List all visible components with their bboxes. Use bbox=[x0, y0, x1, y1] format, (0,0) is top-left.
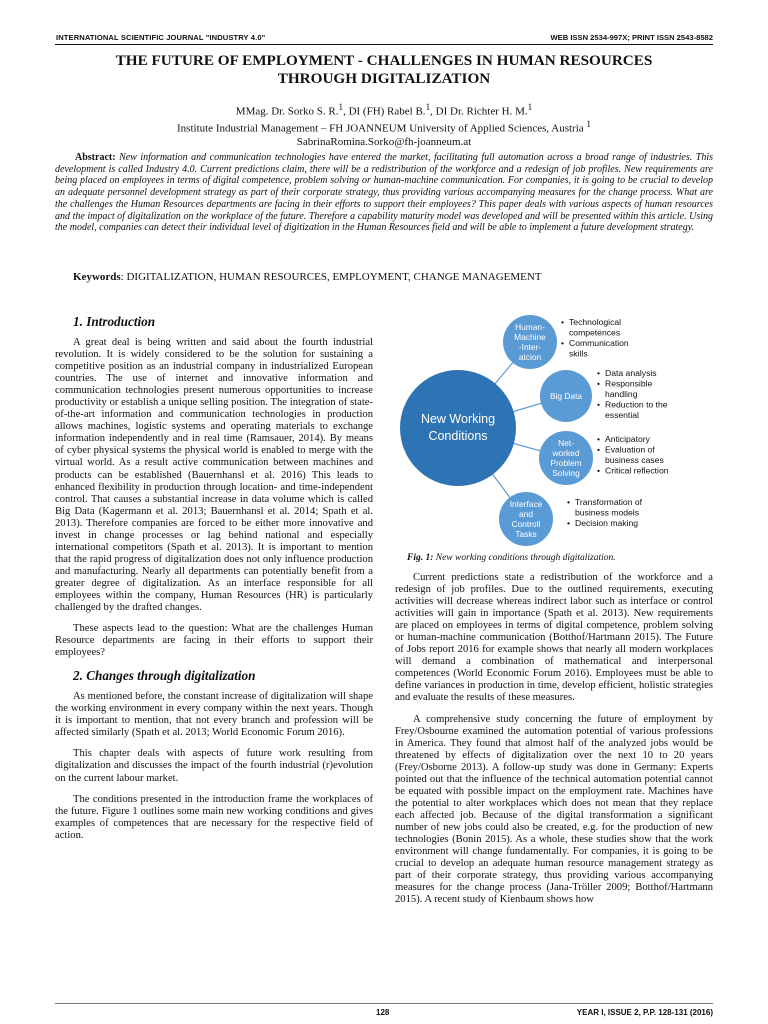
node-1-bullet-1: • bbox=[561, 317, 565, 327]
node-4-label-line-3: Controll bbox=[511, 519, 541, 529]
node-4-bullet-1: • bbox=[567, 497, 571, 507]
paper-title bbox=[60, 52, 708, 88]
node-2-bullet-3: • bbox=[597, 399, 601, 410]
node-1-label-line-1: Human- bbox=[515, 322, 545, 332]
node-1-label-line-4: atcion bbox=[518, 352, 542, 362]
author-email: SabrinaRomina.Sorko@fh-joanneum.at bbox=[296, 135, 472, 148]
title-line-2: THROUGH DIGITALIZATION bbox=[277, 70, 491, 87]
node-4-bullet-1-line-2: business models bbox=[575, 507, 640, 518]
figure-caption bbox=[407, 553, 616, 563]
node-4-label-line-2: and bbox=[519, 509, 533, 519]
node-2-label-line-1: Big Data bbox=[549, 391, 583, 401]
node-2-bullet-1: • bbox=[597, 368, 601, 378]
intro-paragraph-2: These aspects lead to the question: What are the challenges Human Resource departments are facing in their efforts to support their employees? bbox=[55, 623, 373, 659]
node-2-bullet-2-line-1: Responsible bbox=[605, 378, 653, 389]
figure-caption-label: Fig. 1: bbox=[407, 553, 434, 563]
author-names bbox=[60, 101, 708, 118]
node-2-bullet-1-line-1: Data analysis bbox=[605, 368, 657, 378]
node-3-label-line-2: worked bbox=[552, 448, 580, 458]
changes-paragraph-2: This chapter deals with aspects of future work resulting from digitalization and discusses the impact of the fourth industrial (r)evolution on the current labour market. bbox=[55, 748, 373, 784]
affil-4: 1 bbox=[586, 119, 591, 130]
node-4-bullet-2-line-1: Decision making bbox=[575, 518, 639, 528]
node-3-label-line-1: Net- bbox=[558, 438, 574, 448]
issue-info: YEAR I, ISSUE 2, P.P. 128-131 (2016) bbox=[576, 1008, 713, 1017]
affil-1: 1 bbox=[338, 102, 344, 112]
node-1-label-line-3: -Inter- bbox=[518, 342, 542, 352]
page-number: 128 bbox=[376, 1008, 390, 1017]
node-1-bullet-2: • bbox=[561, 338, 565, 348]
node-2-bullet-2: • bbox=[597, 378, 601, 389]
section-heading-introduction: 1. Introduction bbox=[73, 314, 156, 329]
section-heading-changes: 2. Changes through digitalization bbox=[73, 668, 256, 684]
author-2: , DI (FH) Rabel B. bbox=[343, 105, 426, 118]
author-3: , DI Dr. Richter H. M. bbox=[430, 105, 528, 118]
right-paragraph-1: Current predictions state a redistribution of the workforce and a redesign of job profiles. Due to the outlined requirements, executing activities will decrease whereas indirect labor such as interface or control activities will gain in importance (Spath et al. 2013). New requirements are placed on employees in terms of digital competence, problem solving or human-machine communication (Botthof/Hartmann 2015). The Future of Jobs report 2016 for example shows that nearly all modern workplaces will demand a combination of mathematical and interpersonal competences (World Economic Forum 2016). Employees must be able to define variances in production in time, develop efficient, holistic strategies and evaluate the results of these measures. bbox=[395, 572, 713, 704]
working-conditions-diagram bbox=[395, 310, 713, 546]
keywords-label: Keywords bbox=[73, 271, 121, 283]
authors-block bbox=[60, 101, 708, 148]
node-4-label-line-4: Tasks bbox=[515, 529, 537, 539]
node-1-bullet-2-line-1: Communication bbox=[569, 338, 629, 348]
node-3-bullet-3: • bbox=[597, 465, 601, 476]
node-2-bullet-3-line-1: Reduction to the bbox=[605, 399, 668, 410]
abstract-label: Abstract: bbox=[75, 152, 116, 163]
abstract-text: New information and communication technologies have entered the market, facilitating full automation across a broad range of industries. This development is called Industry 4.0. Current predictions claim, there will be a redistribution of the workforce and a redesign of job profiles. New requirements are being placed on employees in terms of digital competence, problem solving or human-machine communication. For companies, it is going to be crucial to develop an adequate personnel development strategy as part of their corporate strategy, thus providing various accompanying measures for the change process. What are the challenges the Human Resources departments are facing in their efforts to support their employees? This paper deals with various aspects of human resources and the impact of digitalization on the workplace of the future. Therefore a capability maturity model was developed and will be presented within this article. Using the model, companies can detect their individual level of digitization in the Human Resources field and will be able to implement a future development strategy. bbox=[55, 152, 714, 234]
keywords-text: : DIGITALIZATION, HUMAN RESOURCES, EMPLOYMENT, CHANGE MANAGEMENT bbox=[120, 271, 542, 283]
center-circle bbox=[400, 370, 516, 486]
node-1-bullet-2-line-2: skills bbox=[569, 348, 588, 359]
affil-3: 1 bbox=[527, 102, 533, 112]
footer-rule bbox=[55, 1003, 713, 1004]
node-3-label-line-4: Solving bbox=[552, 468, 580, 478]
node-3-bullet-1: • bbox=[597, 434, 601, 444]
institute: Institute Industrial Management – FH JOANNEUM University of Applied Sciences, Austria $^1$ bbox=[177, 119, 591, 135]
changes-paragraph-1: As mentioned before, the constant increase of digitalization will shape the working environment in every company within the next years. Though it is important to mention, that not every branch and profession will be affected similarly (Spath et al. 2013; World Economic Forum 2016). bbox=[55, 691, 373, 739]
affil-2: 1 bbox=[425, 102, 431, 112]
intro-paragraph-1: A great deal is being written and said about the fourth industrial revolution. It is widely considered to be the solution for sustaining a competitive position as an industrial company in industrialized European countries. The use of internet and innovative information and communication technologies present numerous opportunities to increase productivity or establish a unique selling position. The integration of state-of-the-art information and communication technologies in production allows machines, logistic systems and operating materials to exchange information independently and in real time (Ramsauer, 2014). By means of cyber physical systems the physical world is enabled to merge with the virtual world. As a result active communication between machines and products can be established (Bauernhansl et al. 2016) This leads to enhanced flexibility in production through location- and time-independent control. That causes a substantial increase in data volume which is called Big Data (Kagermann et al. 2013; Bauernhansl et al. 2014; Spath et al. 2013). Therefore companies are forced to be either more innovative and invest in change processes or lag behind national and especially international competitors (Spath et al. 2013). It is important to mention that the rapid progress of digitalization does not only influence production and manufacturing. Nearly all departments can potentially benefit from a greater degree of digitalization. As an interface responsible for all employees within the company, Human Resources (HR) is particularly challenged by the drafted changes. bbox=[55, 337, 373, 614]
changes-paragraph-3: The conditions presented in the introduction frame the workplaces of the future. Figure 1 outlines some main new working conditions and gives examples of competences that are necessary for the respective field of action. bbox=[55, 793, 373, 841]
node-2-bullet-2-line-2: handling bbox=[605, 389, 638, 399]
node-4-bullet-1-line-1: Transformation of bbox=[575, 497, 643, 507]
node-3-label-line-3: Problem bbox=[550, 458, 582, 468]
node-2-bullet-3-line-2: essential bbox=[605, 410, 639, 420]
figure-caption-text: New working conditions through digitalization. bbox=[433, 553, 616, 563]
journal-name: INTERNATIONAL SCIENTIFIC JOURNAL "INDUSTRY 4.0" bbox=[56, 33, 266, 42]
author-1: MMag. Dr. Sorko S. R. bbox=[235, 105, 339, 118]
right-column bbox=[395, 572, 713, 915]
node-1-bullet-1-line-1: Technological bbox=[569, 317, 622, 327]
node-3-bullet-1-line-1: Anticipatory bbox=[605, 434, 650, 444]
issn: WEB ISSN 2534-997X; PRINT ISSN 2543-8582 bbox=[550, 33, 713, 42]
left-column bbox=[55, 310, 373, 851]
keywords bbox=[55, 271, 713, 283]
header-rule bbox=[55, 44, 713, 45]
node-1-label-line-2: Machine bbox=[514, 332, 546, 342]
right-paragraph-2: A comprehensive study concerning the future of employment by Frey/Osbourne examined the automation potential of various professions in America. They found that almost half of the analyzed jobs would be threatened by effects of digitalization over the next 10 to 20 years (Frey/Osborne 2013). A follow-up study was done in Germany: Experts pointed out that the influence of the technical automation potential cannot be equated with possible impact on the employment rate. Machines have the potential to alter workplaces which does not mean that they replace each affected job. Because of the digital transformation a significant number of new jobs could also be created, e.g. for the production of new technologies (Bonin 2015). As a whole, these studies show that the work environment will change fundamentally. For companies, it is going to be crucial to develop an adequate human resource management strategy as part of their corporate strategy, thus providing various accompanying measures for the change process (Jana-Tröller 2009; Botthof/Hartmann 2015). A recent study of Kienbaum shows how bbox=[395, 713, 713, 906]
center-label-line-2: Conditions bbox=[428, 429, 488, 443]
abstract bbox=[55, 152, 713, 234]
figure-1 bbox=[395, 310, 713, 546]
node-1-bullet-1-line-2: competences bbox=[569, 327, 621, 338]
node-3-bullet-2: • bbox=[597, 444, 601, 455]
node-3-bullet-2-line-2: business cases bbox=[605, 455, 664, 465]
node-4-bullet-2: • bbox=[567, 518, 571, 528]
center-label-line-1: New Working bbox=[420, 412, 496, 426]
node-4-label-line-1: Interface bbox=[509, 499, 543, 509]
node-3-bullet-3-line-1: Critical reflection bbox=[605, 465, 669, 476]
title-line-1: THE FUTURE OF EMPLOYMENT - CHALLENGES IN HUMAN RESOURCES bbox=[115, 52, 653, 69]
node-3-bullet-2-line-1: Evaluation of bbox=[605, 444, 655, 455]
